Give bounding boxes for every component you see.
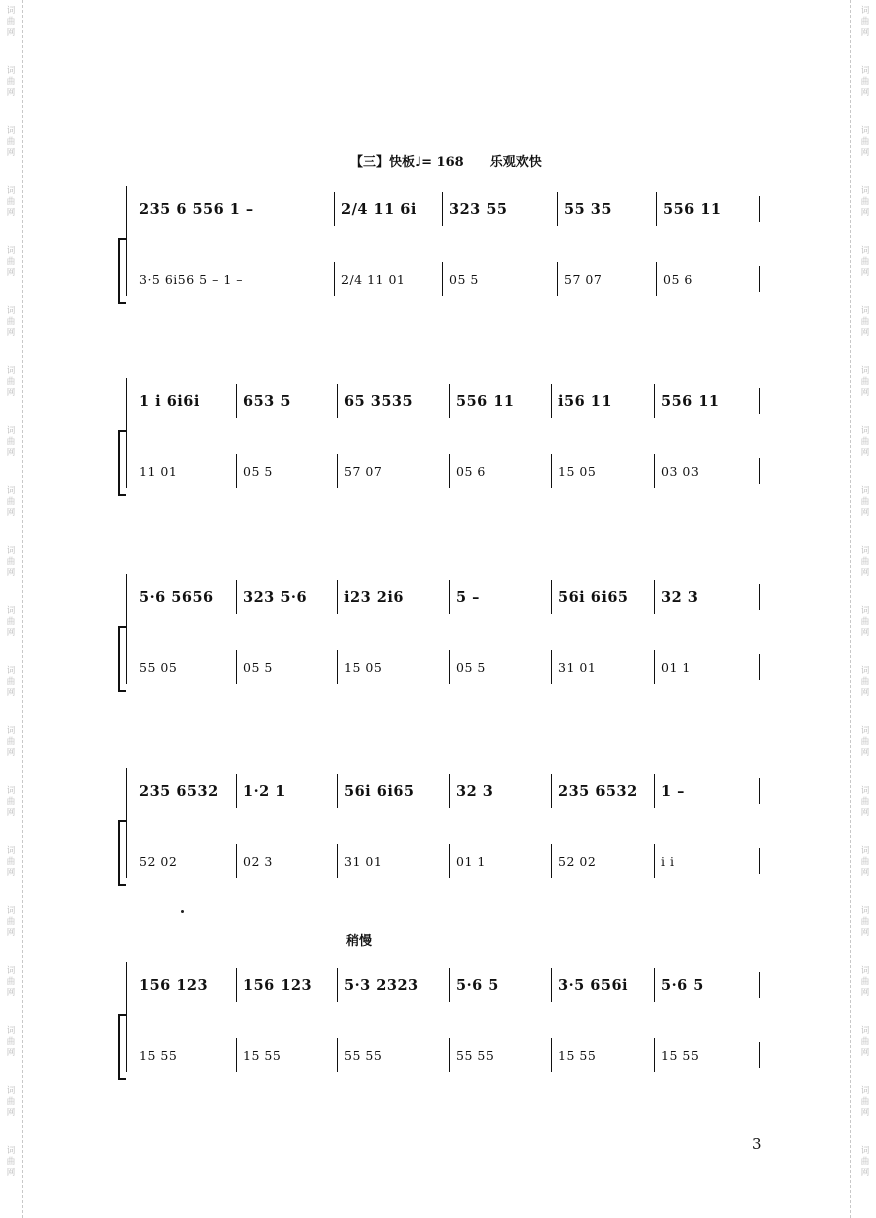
measure [337, 584, 449, 610]
watermark-glyph-stack: 词 曲 网 [6, 606, 16, 638]
measure [337, 1042, 449, 1068]
system-start-barline [126, 574, 127, 684]
measure-notes: 15 55 [243, 1047, 282, 1063]
measure-notes: 653 5 [243, 392, 291, 410]
barline [551, 1038, 552, 1072]
measure-notes: i i [661, 853, 675, 869]
system-start-barline [126, 378, 127, 488]
measure-notes: 5·6 5656 [139, 588, 214, 606]
section-title: 【三】快板♩= 168 [350, 155, 464, 170]
measure [654, 388, 760, 414]
barline [449, 844, 450, 878]
watermark-glyph-stack: 词 曲 网 [860, 906, 870, 938]
measure [236, 1042, 337, 1068]
barline [551, 774, 552, 808]
measure [132, 584, 236, 610]
right-margin-line [850, 0, 851, 1218]
watermark-glyph-stack: 词 曲 网 [6, 306, 16, 338]
measure-notes: 5·6 5 [456, 976, 499, 994]
measure-notes: 57 07 [564, 271, 603, 287]
measure [337, 778, 449, 804]
measure [337, 458, 449, 484]
measure-notes: 15 55 [558, 1047, 597, 1063]
measure-notes: 5 – [456, 588, 480, 606]
barline [654, 968, 655, 1002]
measure [551, 654, 654, 680]
system-bracket [118, 238, 126, 304]
barline [236, 774, 237, 808]
measure-notes: 156 123 [243, 976, 313, 994]
barline [337, 580, 338, 614]
upper-staff [132, 972, 760, 998]
measure [449, 388, 551, 414]
measure [551, 778, 654, 804]
barline [449, 650, 450, 684]
measure [132, 1042, 236, 1068]
score-system [118, 956, 760, 1072]
measure-notes: 3·5 6i56 5 – 1 – [139, 271, 244, 287]
measure [236, 972, 337, 998]
measure [236, 654, 337, 680]
watermark-glyph-stack: 词 曲 网 [860, 6, 870, 38]
measure-notes: 235 6532 [139, 782, 219, 800]
measure-notes: 323 55 [449, 200, 508, 218]
measure-notes: i56 11 [558, 392, 612, 410]
watermark-glyph-stack: 词 曲 网 [860, 846, 870, 878]
watermark-glyph-stack: 词 曲 网 [6, 126, 16, 158]
barline [557, 262, 558, 296]
measure [551, 458, 654, 484]
barline [334, 262, 335, 296]
measure [132, 388, 236, 414]
measure [132, 848, 236, 874]
page-number: 3 [752, 1135, 762, 1153]
stray-dot [181, 910, 184, 913]
measure [449, 458, 551, 484]
barline [654, 650, 655, 684]
barline [551, 968, 552, 1002]
expression-mark: 乐观欢快 [489, 155, 542, 170]
barline [551, 580, 552, 614]
measure [551, 584, 654, 610]
measure-notes: 2/4 11 6i [341, 200, 417, 218]
lower-staff [132, 848, 760, 874]
watermark-glyph-stack: 词 曲 网 [860, 366, 870, 398]
measure-notes: 1·2 1 [243, 782, 286, 800]
measure [442, 266, 557, 292]
measure-notes: 15 55 [661, 1047, 700, 1063]
watermark-glyph-stack: 词 曲 网 [6, 546, 16, 578]
barline [656, 262, 657, 296]
measure-notes: 56i 6i65 [344, 782, 415, 800]
measure [334, 266, 444, 292]
watermark-glyph-stack: 词 曲 网 [860, 486, 870, 518]
measure-notes: 31 01 [344, 853, 383, 869]
measure-notes: 52 02 [558, 853, 597, 869]
barline [449, 580, 450, 614]
measure-notes: 02 3 [243, 853, 273, 869]
barline [656, 192, 657, 226]
watermark-glyph-stack: 词 曲 网 [860, 126, 870, 158]
measure-notes: 235 6 556 1 – [139, 200, 254, 218]
measure [337, 654, 449, 680]
measure-notes: 55 35 [564, 200, 612, 218]
measure-notes: 323 5·6 [243, 588, 308, 606]
measure-notes: 556 11 [661, 392, 720, 410]
measure-notes: 01 1 [661, 659, 691, 675]
watermark-glyph-stack: 词 曲 网 [6, 966, 16, 998]
upper-staff [132, 778, 760, 804]
measure [551, 388, 654, 414]
measure [551, 972, 654, 998]
measure-notes: 05 5 [243, 463, 273, 479]
upper-staff [132, 388, 760, 414]
measure [449, 654, 551, 680]
barline [337, 384, 338, 418]
measure [654, 972, 760, 998]
barline [449, 454, 450, 488]
system-bracket [118, 1014, 126, 1080]
measure-notes: 32 3 [661, 588, 699, 606]
lower-staff [132, 1042, 760, 1068]
measure-notes: 3·5 656i [558, 976, 629, 994]
measure [236, 778, 337, 804]
barline [337, 968, 338, 1002]
barline [236, 650, 237, 684]
measure [236, 458, 337, 484]
barline [654, 384, 655, 418]
watermark-glyph-stack: 词 曲 网 [860, 1146, 870, 1178]
measure [236, 388, 337, 414]
measure-notes: 57 07 [344, 463, 383, 479]
barline [236, 968, 237, 1002]
watermark-glyph-stack: 词 曲 网 [6, 846, 16, 878]
barline [236, 844, 237, 878]
barline [337, 844, 338, 878]
watermark-glyph-stack: 词 曲 网 [6, 1086, 16, 1118]
measure [557, 266, 656, 292]
barline [442, 262, 443, 296]
measure [551, 848, 654, 874]
measure [236, 584, 337, 610]
measure-notes: 15 05 [558, 463, 597, 479]
measure-notes: 55 55 [344, 1047, 383, 1063]
watermark-glyph-stack: 词 曲 网 [860, 666, 870, 698]
barline [654, 844, 655, 878]
measure [654, 584, 760, 610]
watermark-glyph-stack: 词 曲 网 [860, 546, 870, 578]
watermark-glyph-stack: 词 曲 网 [860, 306, 870, 338]
watermark-glyph-stack: 词 曲 网 [6, 486, 16, 518]
system-bracket [118, 820, 126, 886]
measure-notes: 2/4 11 01 [341, 271, 406, 287]
measure [656, 196, 760, 222]
watermark-glyph-stack: 词 曲 网 [6, 186, 16, 218]
watermark-glyph-stack: 词 曲 网 [860, 246, 870, 278]
measure [654, 848, 760, 874]
score-system [118, 180, 760, 296]
measure-notes: 235 6532 [558, 782, 638, 800]
system-start-barline [126, 186, 127, 296]
watermark-glyph-stack: 词 曲 网 [860, 606, 870, 638]
measure [337, 388, 449, 414]
barline [654, 774, 655, 808]
tempo-change-mark: 稍慢 [346, 934, 373, 949]
watermark-glyph-stack: 词 曲 网 [6, 1146, 16, 1178]
measure [337, 972, 449, 998]
measure-notes: 1 – [661, 782, 685, 800]
measure [654, 654, 760, 680]
watermark-glyph-stack: 词 曲 网 [860, 1026, 870, 1058]
system-bracket [118, 430, 126, 496]
watermark-glyph-stack: 词 曲 网 [860, 726, 870, 758]
measure [132, 458, 236, 484]
measure-notes: 31 01 [558, 659, 597, 675]
measure-notes: 05 6 [663, 271, 693, 287]
measure-notes: i23 2i6 [344, 588, 404, 606]
measure [132, 266, 334, 292]
watermark-glyph-stack: 词 曲 网 [6, 1026, 16, 1058]
score-system [118, 568, 760, 684]
barline [654, 1038, 655, 1072]
watermark-glyph-stack: 词 曲 网 [6, 426, 16, 458]
watermark-glyph-stack: 词 曲 网 [6, 66, 16, 98]
watermark-glyph-stack: 词 曲 网 [6, 246, 16, 278]
lower-staff [132, 458, 760, 484]
barline [337, 774, 338, 808]
measure-notes: 65 3535 [344, 392, 414, 410]
barline [551, 454, 552, 488]
watermark-glyph-stack: 词 曲 网 [6, 6, 16, 38]
measure-notes: 05 5 [456, 659, 486, 675]
barline [449, 384, 450, 418]
watermark-glyph-stack: 词 曲 网 [860, 66, 870, 98]
measure [557, 196, 656, 222]
barline [654, 454, 655, 488]
barline [334, 192, 335, 226]
barline [551, 844, 552, 878]
system-start-barline [126, 962, 127, 1072]
lower-staff [132, 266, 760, 292]
measure-notes: 15 55 [139, 1047, 178, 1063]
measure [551, 1042, 654, 1068]
watermark-glyph-stack: 词 曲 网 [6, 666, 16, 698]
barline [449, 968, 450, 1002]
measure [442, 196, 557, 222]
measure [654, 778, 760, 804]
measure [654, 458, 760, 484]
barline [337, 650, 338, 684]
upper-staff [132, 584, 760, 610]
barline [236, 1038, 237, 1072]
measure [449, 972, 551, 998]
measure [449, 848, 551, 874]
measure [132, 972, 236, 998]
score-system [118, 762, 760, 878]
barline [236, 454, 237, 488]
barline [449, 774, 450, 808]
measure-notes: 15 05 [344, 659, 383, 675]
measure [449, 584, 551, 610]
measure-notes: 55 05 [139, 659, 178, 675]
barline [551, 384, 552, 418]
measure-notes: 01 1 [456, 853, 486, 869]
measure-notes: 05 5 [243, 659, 273, 675]
measure [449, 778, 551, 804]
measure [132, 778, 236, 804]
measure-notes: 5·3 2323 [344, 976, 419, 994]
watermark-glyph-stack: 词 曲 网 [6, 786, 16, 818]
measure-notes: 55 55 [456, 1047, 495, 1063]
measure-notes: 156 123 [139, 976, 209, 994]
barline [236, 580, 237, 614]
watermark-glyph-stack: 词 曲 网 [860, 966, 870, 998]
watermark-glyph-stack: 词 曲 网 [860, 786, 870, 818]
measure [334, 196, 444, 222]
section-header [350, 151, 542, 170]
measure-notes: 1 i 6i6i [139, 392, 200, 410]
measure-notes: 5·6 5 [661, 976, 704, 994]
measure-notes: 03 03 [661, 463, 700, 479]
measure-notes: 556 11 [663, 200, 722, 218]
barline [442, 192, 443, 226]
barline [557, 192, 558, 226]
watermark-glyph-stack: 词 曲 网 [6, 366, 16, 398]
watermark-glyph-stack: 词 曲 网 [6, 726, 16, 758]
measure-notes: 11 01 [139, 463, 178, 479]
barline [337, 1038, 338, 1072]
measure-notes: 05 5 [449, 271, 479, 287]
watermark-glyph-stack: 词 曲 网 [860, 426, 870, 458]
measure [132, 196, 334, 222]
watermark-glyph-stack: 词 曲 网 [6, 906, 16, 938]
watermark-glyph-stack: 词 曲 网 [860, 1086, 870, 1118]
score-system [118, 372, 760, 488]
barline [449, 1038, 450, 1072]
upper-staff [132, 196, 760, 222]
left-margin-line [22, 0, 23, 1218]
measure-notes: 32 3 [456, 782, 494, 800]
measure [132, 654, 236, 680]
barline [337, 454, 338, 488]
measure [337, 848, 449, 874]
measure [449, 1042, 551, 1068]
measure [656, 266, 760, 292]
system-bracket [118, 626, 126, 692]
measure [236, 848, 337, 874]
barline [654, 580, 655, 614]
lower-staff [132, 654, 760, 680]
barline [236, 384, 237, 418]
measure-notes: 556 11 [456, 392, 515, 410]
system-start-barline [126, 768, 127, 878]
measure-notes: 56i 6i65 [558, 588, 629, 606]
measure [654, 1042, 760, 1068]
watermark-glyph-stack: 词 曲 网 [860, 186, 870, 218]
measure-notes: 05 6 [456, 463, 486, 479]
barline [551, 650, 552, 684]
measure-notes: 52 02 [139, 853, 178, 869]
